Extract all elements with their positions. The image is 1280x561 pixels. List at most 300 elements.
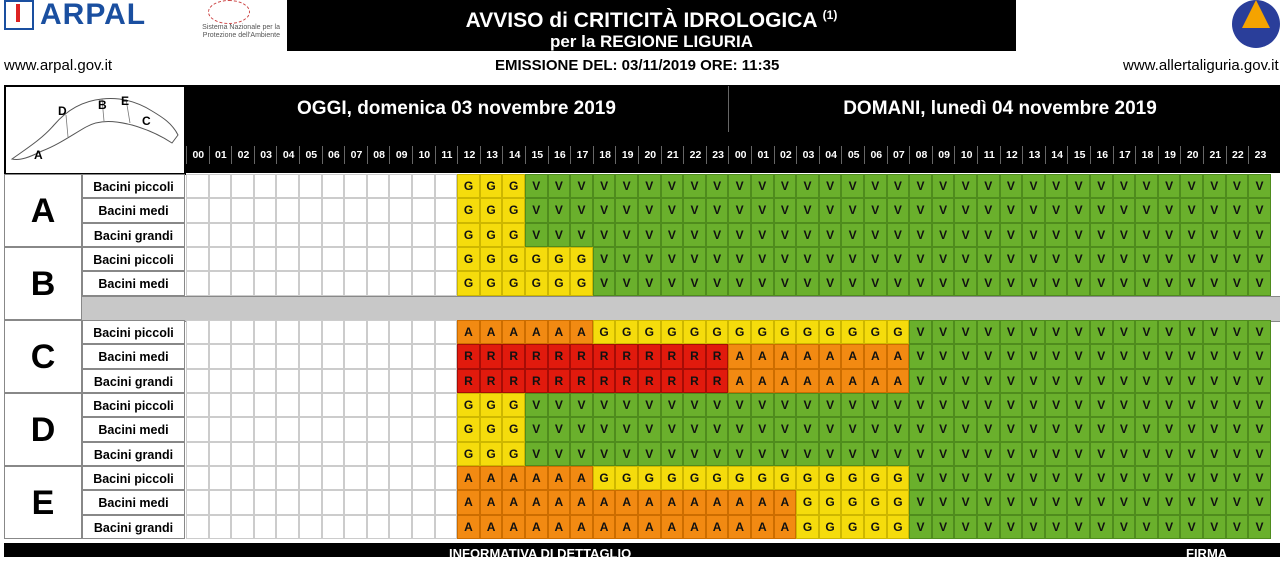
criticality-cell: V — [909, 417, 932, 441]
criticality-cell — [435, 198, 458, 222]
criticality-cell: A — [728, 490, 751, 514]
criticality-cell: G — [638, 466, 661, 490]
criticality-cell: G — [525, 247, 548, 271]
criticality-cell: V — [1158, 344, 1181, 368]
criticality-cell — [322, 466, 345, 490]
criticality-cell: V — [932, 271, 955, 295]
hour-label: 04 — [276, 146, 300, 164]
criticality-cell: G — [570, 271, 593, 295]
criticality-cell: V — [1067, 344, 1090, 368]
criticality-cell: V — [728, 247, 751, 271]
criticality-cell: V — [887, 223, 910, 247]
criticality-cell: V — [1180, 369, 1203, 393]
criticality-cell: V — [1203, 490, 1226, 514]
criticality-cell: A — [638, 515, 661, 539]
hour-label: 16 — [548, 146, 572, 164]
criticality-cell: V — [909, 466, 932, 490]
criticality-cell — [322, 271, 345, 295]
criticality-cell: V — [1226, 417, 1249, 441]
criticality-cell: V — [1158, 490, 1181, 514]
basin-row-label: Bacini medi — [82, 198, 185, 222]
criticality-cell: V — [1226, 466, 1249, 490]
criticality-cell: V — [661, 417, 684, 441]
criticality-cell: V — [638, 198, 661, 222]
criticality-cell: V — [1226, 271, 1249, 295]
criticality-cell: V — [887, 442, 910, 466]
criticality-cell — [435, 271, 458, 295]
criticality-cell — [276, 320, 299, 344]
basin-row-label: Bacini piccoli — [82, 320, 185, 344]
hour-label: 23 — [1248, 146, 1272, 164]
criticality-cell: V — [683, 393, 706, 417]
hour-label: 21 — [661, 146, 685, 164]
snpa-logo — [190, 0, 284, 50]
criticality-cell: G — [502, 174, 525, 198]
hour-label: 03 — [254, 146, 278, 164]
criticality-cell: V — [977, 223, 1000, 247]
criticality-cell: V — [932, 442, 955, 466]
criticality-cell: R — [661, 369, 684, 393]
criticality-cell: V — [570, 223, 593, 247]
criticality-cell: V — [1135, 442, 1158, 466]
criticality-cell: V — [1180, 223, 1203, 247]
criticality-cell: V — [1248, 393, 1271, 417]
criticality-cell: A — [796, 369, 819, 393]
criticality-cell: V — [977, 271, 1000, 295]
criticality-cell: G — [728, 466, 751, 490]
criticality-cell — [389, 515, 412, 539]
criticality-cell: V — [1180, 247, 1203, 271]
hour-label: 17 — [1113, 146, 1137, 164]
criticality-cell — [389, 344, 412, 368]
criticality-cell: V — [977, 369, 1000, 393]
criticality-cell: V — [1226, 369, 1249, 393]
criticality-cell: V — [1045, 198, 1068, 222]
criticality-cell: V — [728, 417, 751, 441]
allerta-url-link[interactable]: www.allertaliguria.gov.it — [1123, 57, 1279, 74]
criticality-cell: G — [887, 466, 910, 490]
criticality-cell: V — [774, 223, 797, 247]
criticality-cell: V — [1158, 223, 1181, 247]
criticality-cell: R — [525, 369, 548, 393]
criticality-cell: V — [1158, 466, 1181, 490]
criticality-cell: V — [570, 393, 593, 417]
criticality-cell: V — [819, 442, 842, 466]
criticality-cell: G — [841, 515, 864, 539]
criticality-cell: V — [570, 198, 593, 222]
criticality-cell: V — [751, 223, 774, 247]
criticality-cell — [186, 174, 209, 198]
criticality-cell — [231, 442, 254, 466]
criticality-cell: G — [819, 466, 842, 490]
criticality-cell — [322, 344, 345, 368]
criticality-cell — [367, 223, 390, 247]
basin-row-label: Bacini grandi — [82, 369, 185, 393]
criticality-cell — [186, 320, 209, 344]
criticality-cell: V — [796, 247, 819, 271]
criticality-cell: V — [954, 344, 977, 368]
criticality-cell: V — [887, 247, 910, 271]
criticality-cell: R — [593, 344, 616, 368]
criticality-cell — [209, 174, 232, 198]
criticality-cell — [367, 198, 390, 222]
criticality-cell: A — [661, 515, 684, 539]
criticality-cell: V — [1180, 344, 1203, 368]
criticality-cell: A — [502, 490, 525, 514]
criticality-cell: V — [1022, 223, 1045, 247]
criticality-cell: V — [864, 271, 887, 295]
criticality-cell — [299, 247, 322, 271]
criticality-cell — [412, 466, 435, 490]
criticality-cell: R — [480, 344, 503, 368]
criticality-cell: V — [819, 271, 842, 295]
criticality-cell — [344, 271, 367, 295]
criticality-cell: G — [706, 466, 729, 490]
hour-label: 08 — [367, 146, 391, 164]
criticality-cell: G — [751, 320, 774, 344]
criticality-cell: V — [1000, 393, 1023, 417]
criticality-cell — [367, 466, 390, 490]
criticality-cell: V — [706, 174, 729, 198]
arpal-logo — [0, 0, 146, 30]
criticality-cell: V — [525, 442, 548, 466]
snpa-logo-text: Sistema Nazionale per la Protezione dell'Ambiente — [202, 24, 280, 39]
criticality-cell: V — [932, 515, 955, 539]
criticality-cell: V — [796, 442, 819, 466]
criticality-cell: V — [977, 466, 1000, 490]
criticality-cell: V — [1022, 271, 1045, 295]
hour-label: 05 — [299, 146, 323, 164]
criticality-cell — [254, 466, 277, 490]
criticality-cell: G — [480, 247, 503, 271]
criticality-cell: G — [615, 320, 638, 344]
criticality-cell: V — [909, 223, 932, 247]
criticality-cell: V — [864, 393, 887, 417]
criticality-cell: G — [796, 515, 819, 539]
criticality-cell — [435, 490, 458, 514]
criticality-cell: V — [728, 393, 751, 417]
criticality-cell: V — [638, 393, 661, 417]
criticality-cell: R — [548, 344, 571, 368]
criticality-cell: V — [864, 417, 887, 441]
criticality-cell — [322, 369, 345, 393]
basin-row-label: Bacini piccoli — [82, 247, 185, 271]
criticality-cell: V — [796, 198, 819, 222]
criticality-cell: G — [728, 320, 751, 344]
criticality-cell — [254, 320, 277, 344]
criticality-cell: V — [1203, 271, 1226, 295]
page-title: AVVISO di CRITICITÀ IDROLOGICA $^{(1)}$ — [465, 8, 838, 32]
criticality-cell: V — [615, 417, 638, 441]
criticality-cell — [412, 369, 435, 393]
criticality-cell: V — [1000, 198, 1023, 222]
criticality-cell: G — [525, 271, 548, 295]
criticality-cell — [389, 417, 412, 441]
criticality-cell: A — [683, 515, 706, 539]
criticality-cell — [389, 393, 412, 417]
criticality-cell: V — [774, 417, 797, 441]
criticality-cell — [231, 490, 254, 514]
criticality-cell: V — [638, 223, 661, 247]
criticality-cell: V — [593, 393, 616, 417]
criticality-cell — [367, 174, 390, 198]
criticality-cell: V — [525, 393, 548, 417]
criticality-cell — [344, 466, 367, 490]
criticality-cell: V — [774, 198, 797, 222]
criticality-cell: R — [457, 369, 480, 393]
criticality-cell: G — [457, 223, 480, 247]
criticality-cell: V — [909, 198, 932, 222]
page-subtitle: per la REGIONE LIGURIA — [549, 32, 754, 51]
criticality-cell — [186, 223, 209, 247]
criticality-cell: A — [728, 369, 751, 393]
criticality-cell: V — [909, 490, 932, 514]
criticality-cell — [209, 320, 232, 344]
liguria-shield-icon — [4, 0, 34, 30]
criticality-cell: V — [819, 223, 842, 247]
criticality-cell: V — [1090, 417, 1113, 441]
criticality-cell: V — [1090, 393, 1113, 417]
criticality-cell: V — [1113, 369, 1136, 393]
criticality-cell: G — [502, 271, 525, 295]
criticality-cell: R — [525, 344, 548, 368]
criticality-cell: V — [683, 417, 706, 441]
criticality-cell: A — [638, 490, 661, 514]
criticality-cell — [276, 223, 299, 247]
criticality-cell: V — [1113, 417, 1136, 441]
criticality-cell — [435, 393, 458, 417]
criticality-cell: V — [1000, 320, 1023, 344]
criticality-cell — [276, 466, 299, 490]
page-header — [287, 0, 1016, 51]
criticality-cell: V — [1113, 247, 1136, 271]
criticality-cell — [299, 515, 322, 539]
criticality-cell: V — [1180, 271, 1203, 295]
criticality-cell: V — [1226, 198, 1249, 222]
criticality-cell: V — [1045, 393, 1068, 417]
criticality-cell: V — [1022, 466, 1045, 490]
criticality-cell — [299, 369, 322, 393]
criticality-cell: V — [887, 271, 910, 295]
criticality-cell: V — [932, 490, 955, 514]
criticality-cell — [209, 247, 232, 271]
criticality-cell: V — [615, 247, 638, 271]
criticality-cell: V — [1248, 271, 1271, 295]
criticality-cell: V — [683, 271, 706, 295]
criticality-cell: V — [977, 198, 1000, 222]
hour-label: 05 — [841, 146, 865, 164]
hour-label: 03 — [796, 146, 820, 164]
criticality-cell — [412, 271, 435, 295]
criticality-cell: A — [480, 466, 503, 490]
criticality-cell: V — [841, 247, 864, 271]
criticality-cell: V — [1067, 417, 1090, 441]
criticality-cell: V — [638, 442, 661, 466]
criticality-cell — [322, 417, 345, 441]
hour-label: 13 — [1022, 146, 1046, 164]
criticality-cell: V — [1203, 174, 1226, 198]
criticality-cell — [389, 490, 412, 514]
criticality-cell: V — [954, 198, 977, 222]
criticality-cell: V — [1113, 490, 1136, 514]
criticality-cell — [209, 271, 232, 295]
criticality-cell: G — [502, 198, 525, 222]
criticality-cell: V — [728, 174, 751, 198]
criticality-cell: V — [841, 198, 864, 222]
criticality-cell: V — [1090, 223, 1113, 247]
criticality-cell: V — [774, 174, 797, 198]
criticality-cell — [322, 247, 345, 271]
criticality-cell: V — [751, 417, 774, 441]
criticality-cell: V — [932, 247, 955, 271]
criticality-cell: R — [570, 369, 593, 393]
criticality-cell: R — [502, 344, 525, 368]
criticality-cell — [344, 174, 367, 198]
criticality-cell: V — [1067, 490, 1090, 514]
criticality-cell — [209, 417, 232, 441]
criticality-cell: V — [593, 223, 616, 247]
criticality-cell — [186, 393, 209, 417]
criticality-cell — [367, 369, 390, 393]
criticality-cell: V — [525, 223, 548, 247]
criticality-cell — [322, 442, 345, 466]
criticality-cell: V — [1226, 515, 1249, 539]
hour-label: 06 — [864, 146, 888, 164]
criticality-cell: V — [1045, 247, 1068, 271]
criticality-cell: V — [977, 393, 1000, 417]
criticality-cell: V — [661, 174, 684, 198]
criticality-cell — [276, 393, 299, 417]
criticality-cell: V — [525, 174, 548, 198]
criticality-cell: V — [1226, 393, 1249, 417]
criticality-cell: V — [864, 174, 887, 198]
criticality-cell — [186, 490, 209, 514]
criticality-cell: V — [864, 223, 887, 247]
criticality-cell: R — [706, 344, 729, 368]
criticality-cell: V — [864, 247, 887, 271]
criticality-cell: V — [1045, 369, 1068, 393]
criticality-cell: V — [751, 393, 774, 417]
criticality-cell: V — [1000, 417, 1023, 441]
criticality-cell — [254, 369, 277, 393]
criticality-cell: G — [683, 466, 706, 490]
criticality-cell: G — [570, 247, 593, 271]
criticality-cell: V — [909, 369, 932, 393]
criticality-cell: V — [683, 223, 706, 247]
criticality-cell: A — [683, 490, 706, 514]
criticality-cell: V — [932, 320, 955, 344]
criticality-cell: V — [1022, 369, 1045, 393]
criticality-cell: A — [525, 490, 548, 514]
criticality-cell: V — [954, 369, 977, 393]
criticality-cell: V — [1090, 466, 1113, 490]
criticality-cell: V — [1248, 515, 1271, 539]
criticality-cell: V — [570, 442, 593, 466]
criticality-cell: V — [909, 271, 932, 295]
zone-letter: B — [4, 247, 82, 320]
criticality-cell: V — [796, 223, 819, 247]
criticality-cell — [209, 442, 232, 466]
criticality-cell: V — [1135, 247, 1158, 271]
hour-label: 07 — [344, 146, 368, 164]
criticality-cell: A — [841, 369, 864, 393]
criticality-cell: V — [1158, 320, 1181, 344]
hour-label: 04 — [819, 146, 843, 164]
criticality-cell: G — [457, 417, 480, 441]
criticality-cell: G — [480, 223, 503, 247]
criticality-cell: V — [1113, 515, 1136, 539]
criticality-cell: V — [1248, 442, 1271, 466]
criticality-cell: V — [548, 174, 571, 198]
criticality-cell — [186, 344, 209, 368]
criticality-cell: V — [887, 174, 910, 198]
criticality-cell — [299, 442, 322, 466]
criticality-cell: V — [796, 271, 819, 295]
criticality-cell — [254, 344, 277, 368]
criticality-cell: V — [1158, 198, 1181, 222]
criticality-cell: V — [1113, 344, 1136, 368]
criticality-cell: G — [502, 247, 525, 271]
hour-label: 15 — [1067, 146, 1091, 164]
criticality-cell — [209, 223, 232, 247]
criticality-cell: V — [1248, 198, 1271, 222]
criticality-cell: A — [570, 466, 593, 490]
criticality-cell — [435, 442, 458, 466]
protezione-civile-icon — [1232, 0, 1280, 48]
criticality-cell: A — [548, 320, 571, 344]
criticality-cell: A — [593, 515, 616, 539]
criticality-cell: V — [751, 174, 774, 198]
criticality-cell — [435, 320, 458, 344]
criticality-cell: V — [1045, 320, 1068, 344]
criticality-cell — [276, 369, 299, 393]
arpal-url-link[interactable]: www.arpal.gov.it — [4, 57, 113, 74]
criticality-cell: V — [615, 442, 638, 466]
criticality-cell: V — [774, 247, 797, 271]
criticality-cell — [412, 198, 435, 222]
criticality-cell: V — [1113, 466, 1136, 490]
criticality-cell — [367, 515, 390, 539]
criticality-cell: V — [887, 393, 910, 417]
criticality-cell: V — [593, 174, 616, 198]
criticality-cell: V — [615, 271, 638, 295]
basin-row-label: Bacini medi — [82, 344, 185, 368]
criticality-cell: A — [887, 344, 910, 368]
criticality-cell — [299, 466, 322, 490]
criticality-cell — [209, 344, 232, 368]
criticality-cell — [412, 174, 435, 198]
criticality-cell: V — [977, 344, 1000, 368]
criticality-cell: V — [1180, 174, 1203, 198]
criticality-cell — [299, 174, 322, 198]
criticality-cell: V — [796, 393, 819, 417]
criticality-cell: R — [638, 369, 661, 393]
criticality-cell: V — [977, 320, 1000, 344]
day-today-label: OGGI, domenica 03 novembre 2019 — [297, 98, 616, 119]
criticality-cell: V — [774, 271, 797, 295]
criticality-cell: V — [1000, 466, 1023, 490]
criticality-cell: V — [1248, 174, 1271, 198]
criticality-cell — [344, 490, 367, 514]
criticality-cell: R — [661, 344, 684, 368]
criticality-cell: V — [1090, 369, 1113, 393]
criticality-cell — [186, 466, 209, 490]
criticality-cell: V — [1180, 442, 1203, 466]
criticality-cell: V — [954, 466, 977, 490]
criticality-cell: R — [502, 369, 525, 393]
basin-row-label: Bacini medi — [82, 490, 185, 514]
criticality-cell: V — [615, 198, 638, 222]
